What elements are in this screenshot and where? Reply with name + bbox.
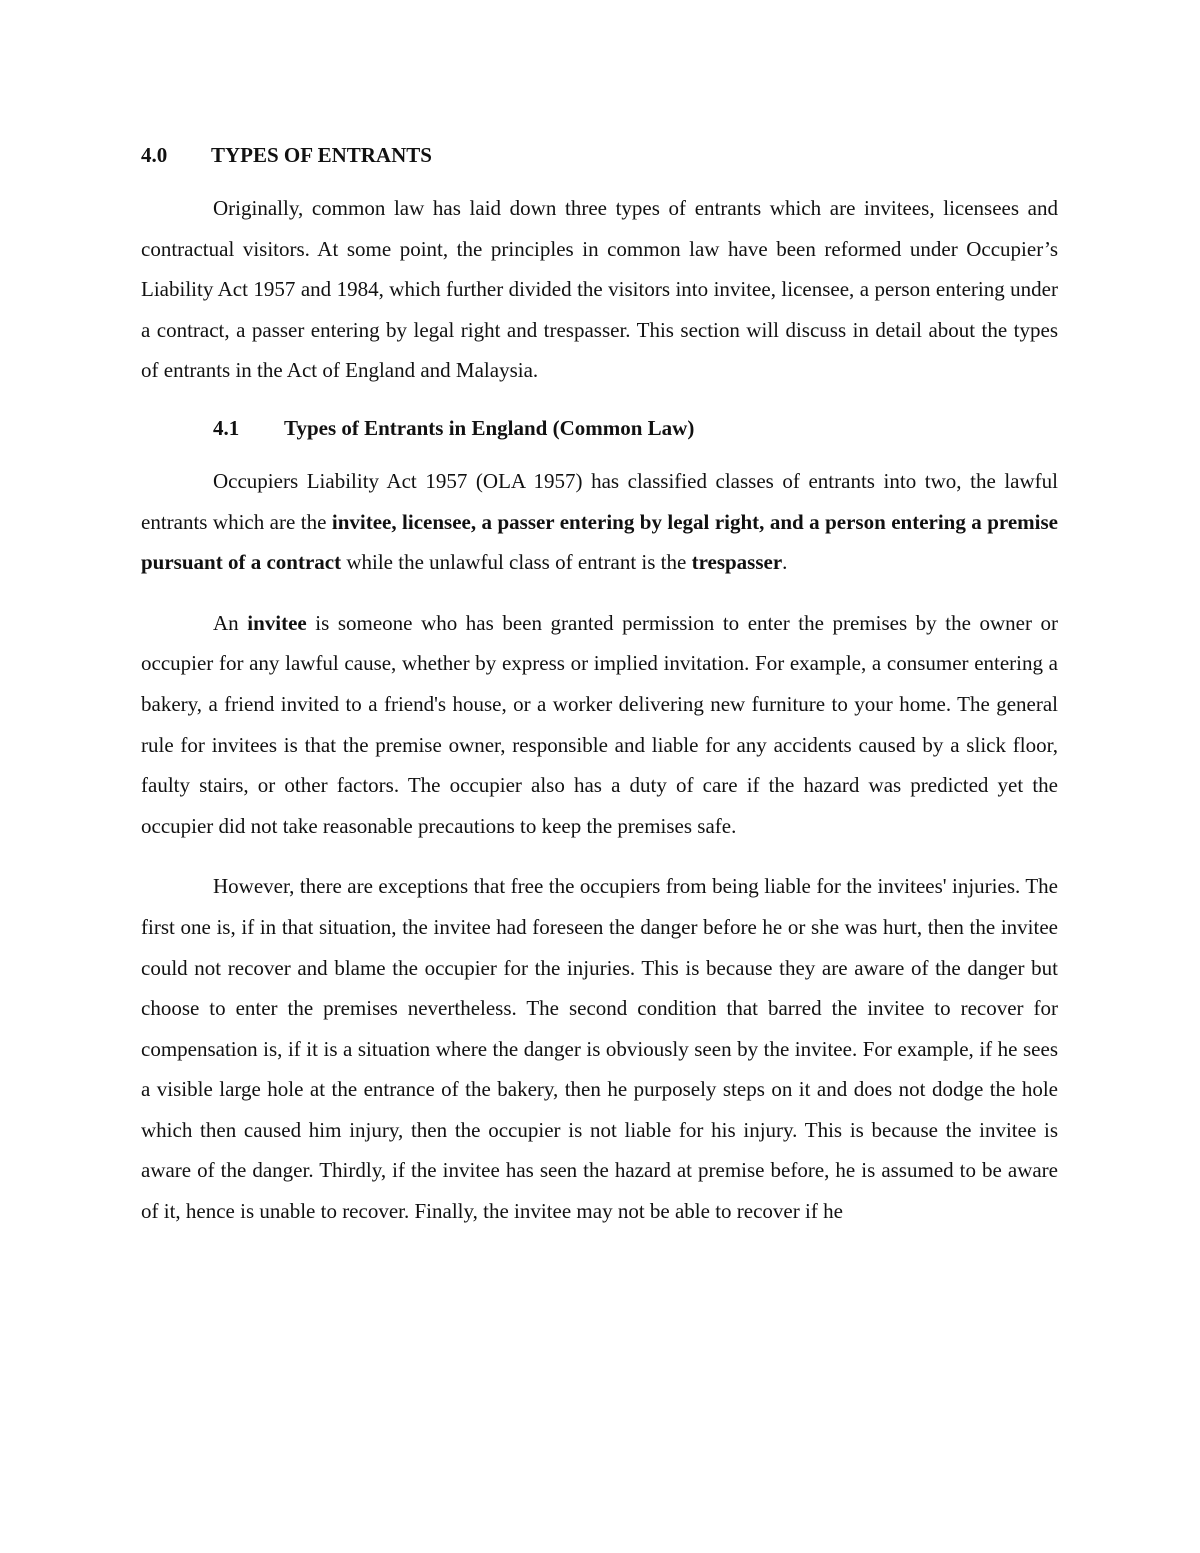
- invitee-bold: invitee: [247, 610, 307, 635]
- section-number: 4.0: [141, 143, 168, 167]
- intro-paragraph: Originally, common law has laid down three types of entrants which are invitees, licensees and contractual visitors. At some point, the principles in common law have been reformed under Occupier’s Liability Act 1957 and 1984, which further divided the visitors into invitee, licensee, a person entering under a contract, a passer entering by legal right and trespasser. This section will discuss in detail about the types of entrants in the Act of England and Malaysia.: [141, 196, 1058, 383]
- classes-text-1: Occupiers Liability Act 1957 (OLA 1957) has classified classes of entrants into two, the lawful entrants which are the: [141, 468, 1058, 534]
- trespasser-bold: trespasser: [691, 550, 783, 575]
- classes-paragraph: [141, 461, 1058, 583]
- section-title: TYPES OF ENTRANTS: [211, 143, 432, 167]
- section-heading: [141, 140, 1058, 170]
- invitee-paragraph: [141, 603, 1058, 847]
- subsection-title: Types of Entrants in England (Common Law): [284, 415, 695, 440]
- lawful-entrants-bold: invitee, licensee, a passer entering by legal right, and a person entering a premise pursuant of a contract: [141, 509, 1058, 575]
- subsection-heading: [213, 413, 1058, 443]
- subsection-number: 4.1: [213, 415, 240, 440]
- page-content: [141, 140, 1058, 1252]
- classes-text-3: .: [782, 550, 788, 575]
- exceptions-paragraph: However, there are exceptions that free the occupiers from being liable for the invitees' injuries. The first one is, if in that situation, the invitee had foreseen the danger before he or she was hurt, then the invitee could not recover and blame the occupier for the injuries. This is because they are aware of the danger but choose to enter the premises nevertheless. The second condition that barred the invitee to recover for compensation is, if it is a situation where the danger is obviously seen by the invitee. For example, if he sees a visible large hole at the entrance of the bakery, then he purposely steps on it and does not dodge the hole which then caused him injury, then the occupier is not liable for his injury. This is because the invitee is aware of the danger. Thirdly, if the invitee has seen the hazard at premise before, he is assumed to be aware of it, hence is unable to recover. Finally, the invitee may not be able to recover if he: [141, 874, 1058, 1224]
- invitee-text-2: is someone who has been granted permission to enter the premises by the owner or occupier for any lawful cause, whether by express or implied invitation. For example, a consumer entering a bakery, a friend invited to a friend's house, or a worker delivering new furniture to your home. The general rule for invitees is that the premise owner, responsible and liable for any accidents caused by a slick floor, faulty stairs, or other factors. The occupier also has a duty of care if the hazard was predicted yet the occupier did not take reasonable precautions to keep the premises safe.: [141, 610, 1058, 838]
- classes-text-2: while the unlawful class of entrant is the: [341, 550, 692, 575]
- invitee-text-1: An: [213, 610, 248, 635]
